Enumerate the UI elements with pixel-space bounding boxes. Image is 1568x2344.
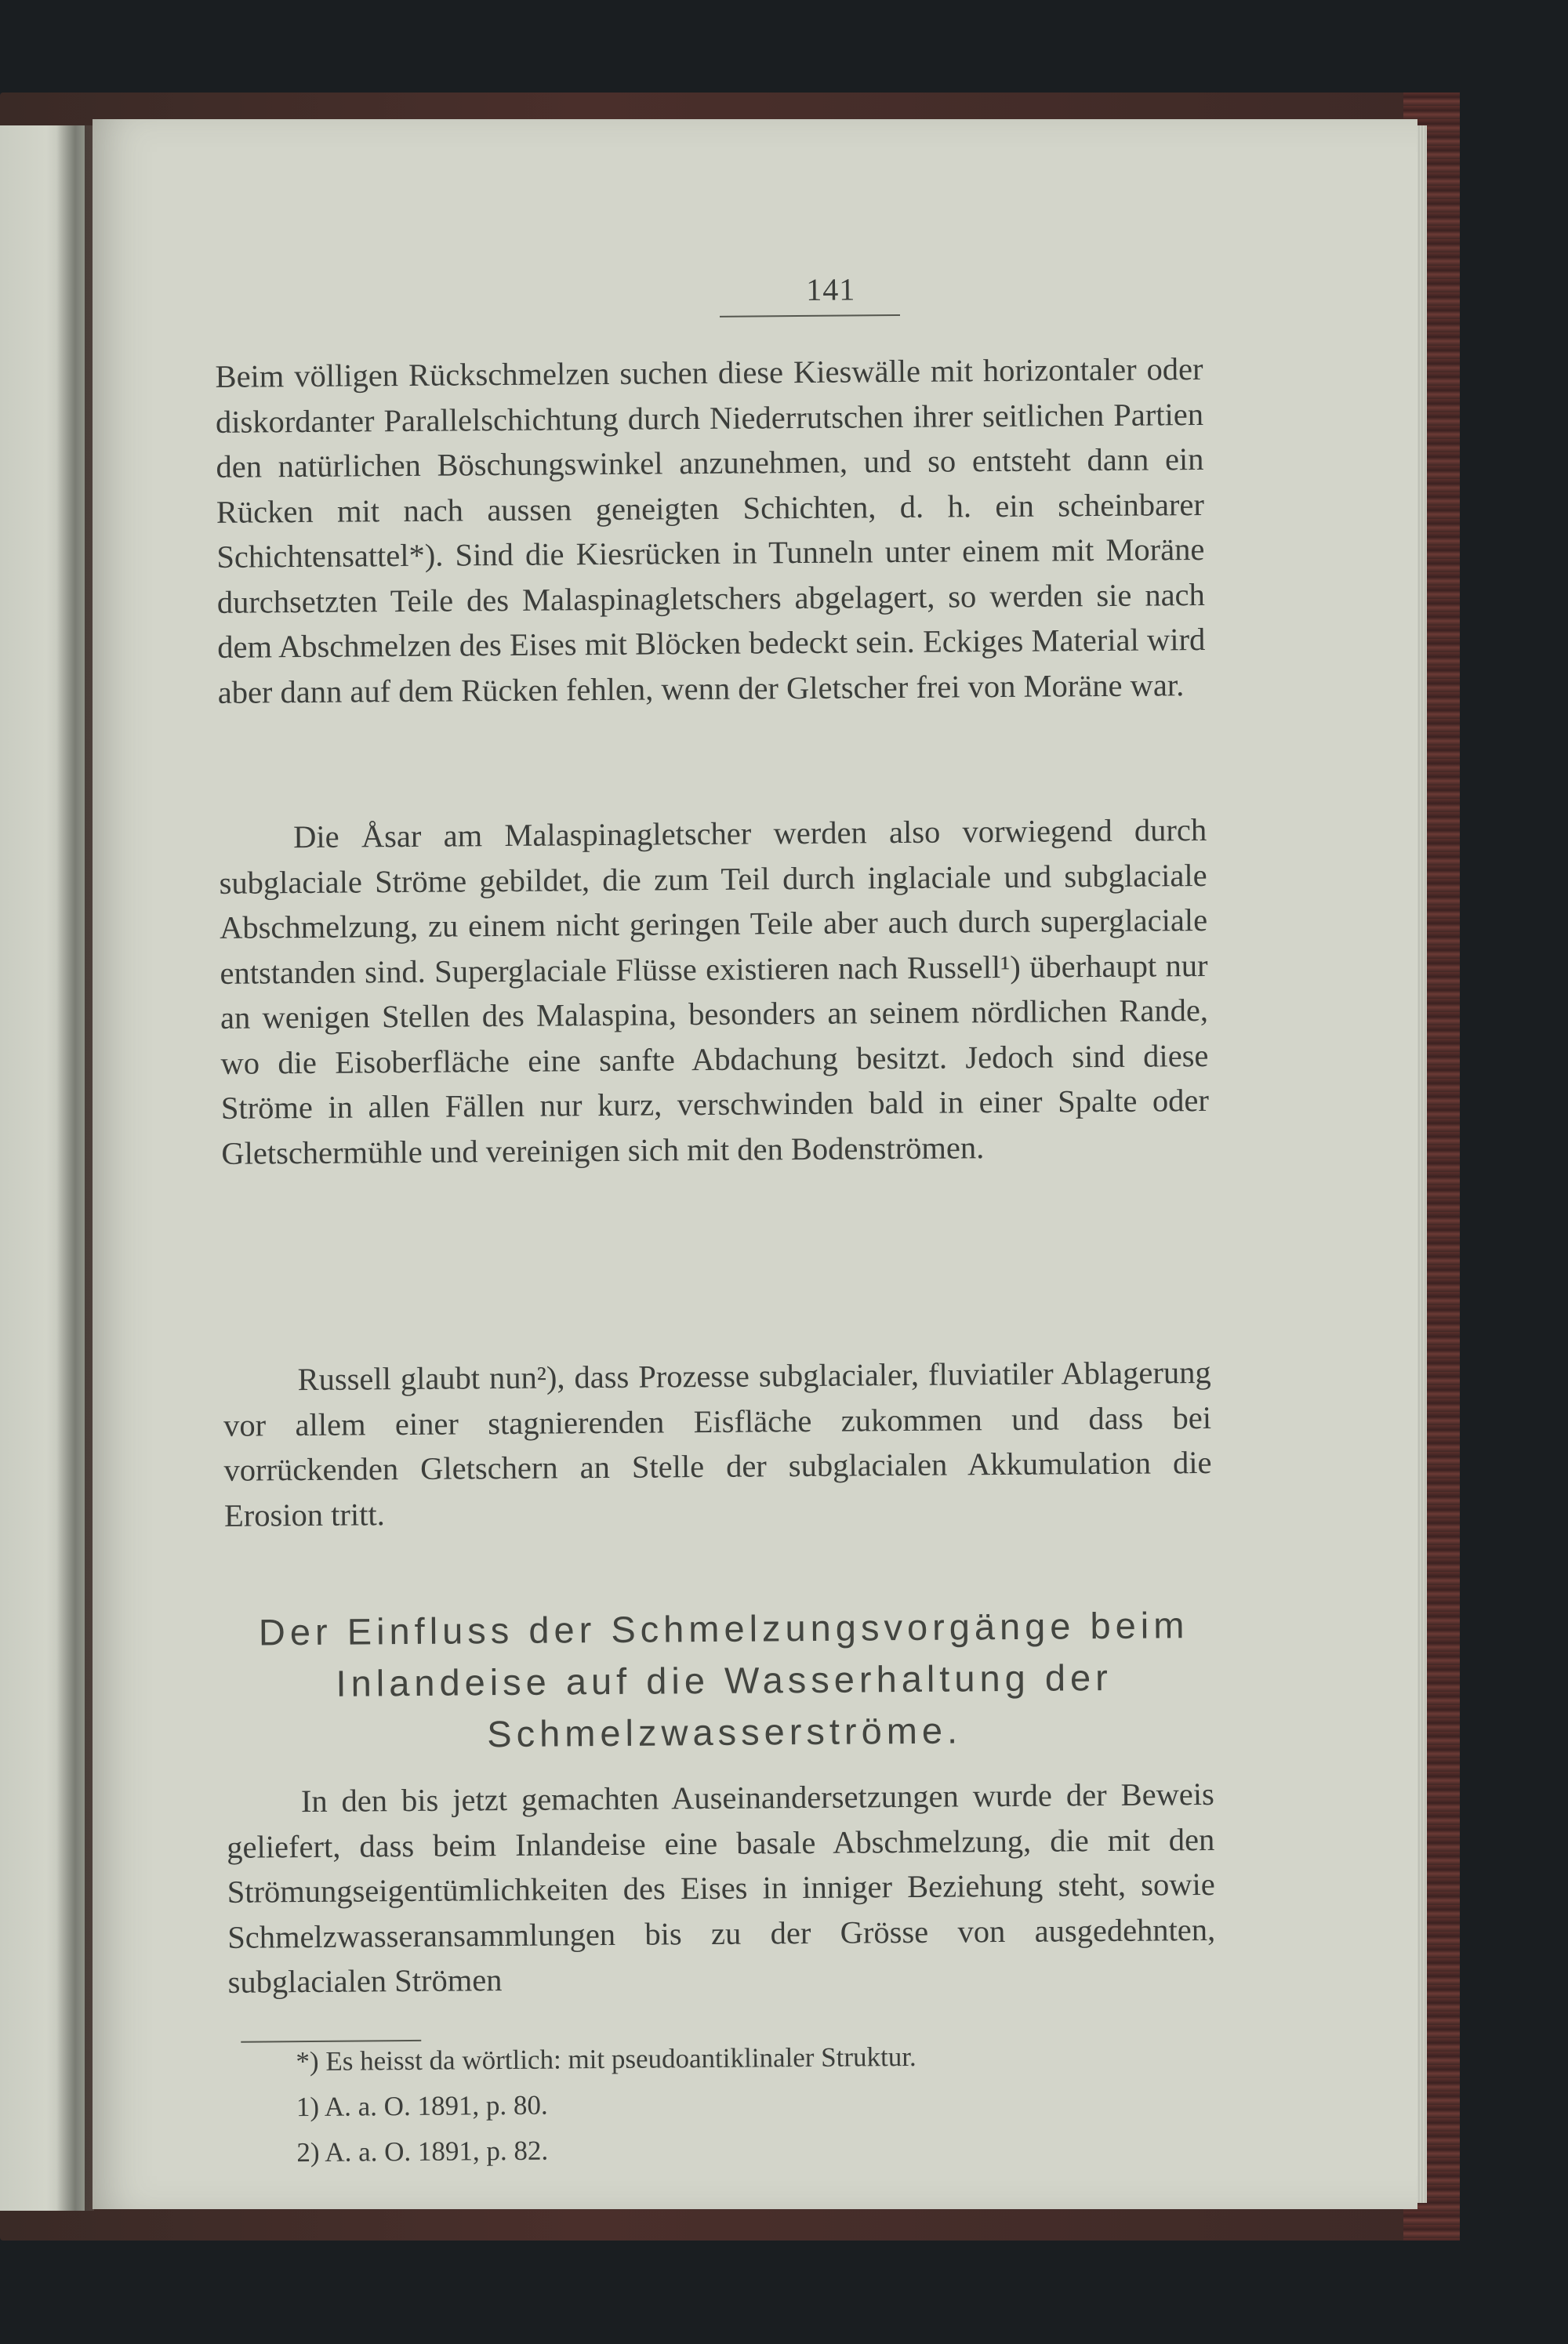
footnotes — [296, 2032, 1198, 2175]
footnote-star: *) Es heisst da wörtlich: mit pseudoantiklinaler Struktur. — [296, 2041, 916, 2077]
header-rule — [720, 314, 900, 317]
paragraph-2: Die Åsar am Malaspinagletscher werden also vorwiegend durch subglaciale Ströme gebildet, die zum Teil durch inglaciale und subglaciale Abschmelzung, zu einem nicht geringen Teile aber auch durch superglaciale entstanden sind. Superglaciale Flüsse existieren nach Russell¹) überhaupt nur an wenigen Stellen des Malaspina, besonders an seinem nördlichen Rande, wo die Eisoberfläche eine sanfte Abdachung besitzt. Jedoch sind diese Ströme in allen Fällen nur kurz, verschwinden bald in einer Spalte oder Gletschermühle und vereinigen sich mit den Bodenströmen. — [219, 811, 1210, 1171]
page-number: 141 — [806, 271, 856, 307]
section-paragraph: In den bis jetzt gemachten Auseinandersetzungen wurde der Beweis geliefert, dass beim Inlandeise eine basale Abschmelzung, die mit den Strömungseigentümlichkeiten des Eises in inniger Beziehung steht, sowie Schmelzwasseransammlungen bis zu der Grösse von ausgedehnten, subglacialen Strömen — [227, 1776, 1216, 2000]
gutter-shadow — [56, 125, 94, 2211]
footnote-1: 1) A. a. O. 1891, p. 80. — [296, 2089, 548, 2123]
section-heading: Der Einfluss der Schmelzungsvorgänge beim Inlandeise auf die Wasserhaltung der Schmelzwasserströme. — [258, 1604, 1189, 1755]
paragraph-3: Russell glaubt nun²), dass Prozesse subglacialer, fluviatiler Ablagerung vor allem einer stagnierenden Eisfläche zukommen und dass bei vorrückenden Gletschern an Stelle der subglacialen Akkumulation die Erosion tritt. — [223, 1354, 1212, 1533]
book-page — [93, 119, 1417, 2209]
paragraph-1: Beim völligen Rückschmelzen suchen diese Kieswälle mit horizontaler oder diskordanter Parallelschichtung durch Niederrutschen ihrer seitlichen Partien den natürlichen Böschungswinkel anzunehmen, und so entsteht dann ein Rücken mit nach aussen geneigten Schichten, d. h. ein scheinbarer Schichtensattel*). Sind die Kiesrücken in Tunneln unter einem mit Moräne durchsetzten Teile des Malaspinagletschers abgelagert, so werden sie nach dem Abschmelzen des Eises mit Blöcken bedeckt sein. Eckiges Material wird aber dann auf dem Rücken fehlen, wenn der Gletscher frei von Moräne war. — [215, 350, 1206, 710]
footnote-2: 2) A. a. O. 1891, p. 82. — [296, 2135, 549, 2168]
